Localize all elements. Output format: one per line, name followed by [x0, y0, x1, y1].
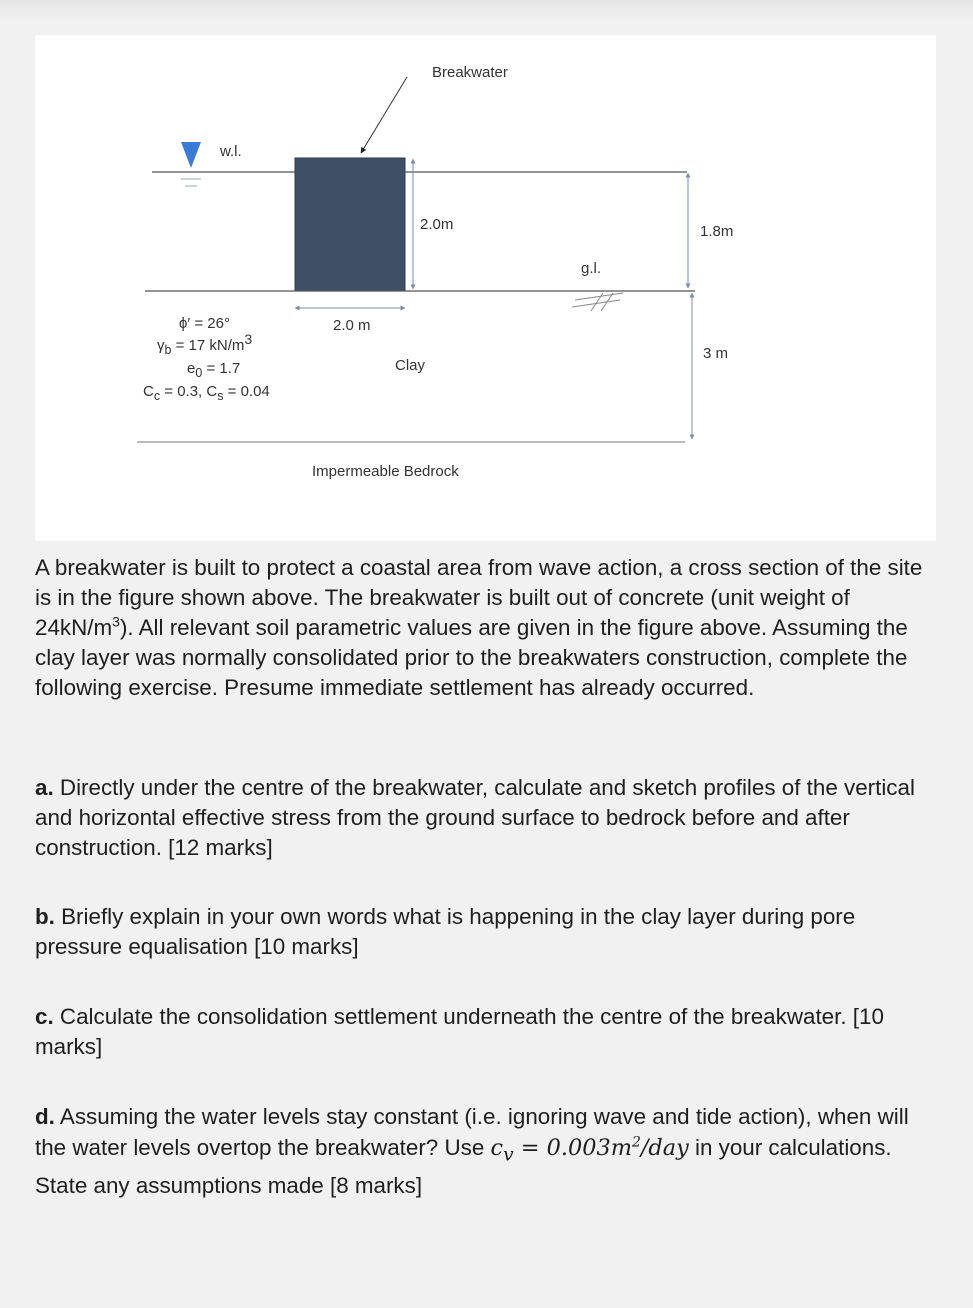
friction-angle-text: ϕ′ = 26°: [179, 315, 230, 332]
question-a-text: Directly under the centre of the breakwater, calculate and sketch profiles of the vertical and horizontal effective stress from the ground surface to bedrock before and after construction. [12 marks]: [35, 775, 915, 860]
friction-angle-label: [179, 315, 230, 332]
question-c-text: Calculate the consolidation settlement underneath the centre of the breakwater. [10 marks]: [35, 1004, 884, 1059]
figure-drawing: [35, 35, 936, 541]
void-ratio-label: [187, 360, 240, 380]
breakwater-width-label: 2.0 m: [333, 317, 371, 334]
question-d-label: d.: [35, 1104, 55, 1129]
water-level-label: w.l.: [220, 143, 242, 160]
breakwater-title: Breakwater: [432, 64, 508, 81]
question-d: [35, 1101, 940, 1201]
question-c: [35, 1002, 940, 1062]
soil-name-label: Clay: [395, 357, 426, 374]
water-depth-label: 1.8m: [700, 223, 734, 240]
void-ratio-symbol: e: [187, 360, 196, 377]
water-level-marker-icon: [181, 142, 201, 168]
top-shadow-bar: [0, 0, 973, 22]
cs-value: = 0.04: [223, 383, 270, 400]
cc-sub: c: [153, 389, 161, 403]
intro-sup: 3: [112, 613, 120, 630]
question-b-label: b.: [35, 904, 55, 929]
cv-sub: v: [503, 1144, 514, 1166]
unit-weight-value: = 17 kN/m: [171, 337, 245, 354]
ground-level-label: g.l.: [581, 260, 602, 277]
unit-weight-symbol: γ: [157, 337, 165, 354]
cv-formula: [490, 1134, 689, 1166]
breakwater-pointer-arrow: [361, 77, 407, 153]
question-b-text: Briefly explain in your own words what is happening in the clay layer during pore pressure equalisation [10 marks]: [35, 904, 856, 959]
unit-weight-sup: 3: [244, 331, 253, 347]
intro-paragraph: [35, 553, 940, 703]
question-a-label: a.: [35, 775, 54, 800]
question-d-text-2: in your calculations. State any assumptions made [8 marks]: [35, 1135, 892, 1199]
void-ratio-sub: 0: [195, 366, 203, 380]
ground-hatch-icon: [572, 293, 623, 311]
unit-weight-label: [157, 331, 253, 357]
void-ratio-value: = 1.7: [202, 360, 241, 377]
intro-text-1: A breakwater is built to protect a coastal area from wave action, a cross section of the site is in the figure shown above. The breakwater is built out of concrete (unit weight of 24kN/m: [35, 555, 923, 640]
breakwater-height-label: 2.0m: [420, 216, 454, 233]
question-a: [35, 773, 940, 863]
question-c-label: c.: [35, 1004, 54, 1029]
bedrock-label: Impermeable Bedrock: [312, 463, 459, 480]
question-d-text-1: Assuming the water levels stay constant (i.e. ignoring wave and tide action), when will the water levels overtop the breakwater? Use: [35, 1104, 909, 1160]
clay-thickness-label: 3 m: [703, 345, 729, 362]
question-b: [35, 902, 940, 962]
cv-unit: /day: [640, 1135, 689, 1161]
cv-value: = 0.003m: [513, 1135, 632, 1161]
breakwater-figure: [35, 35, 936, 541]
compression-index-label: [143, 383, 270, 403]
cv-symbol: c: [490, 1135, 504, 1161]
unit-weight-sub: b: [164, 343, 172, 357]
intro-text-2: ). All relevant soil parametric values are given in the figure above. Assuming the clay layer was normally consolidated prior to the breakwaters construction, complete the following exercise. Presume immediate settlement has already occurred.: [35, 615, 908, 700]
cc-value: = 0.3, C: [160, 383, 218, 400]
cv-sup: 2: [631, 1134, 641, 1151]
cs-sub: s: [217, 389, 224, 403]
breakwater-block: [295, 158, 405, 291]
cc-symbol: C: [143, 383, 154, 400]
